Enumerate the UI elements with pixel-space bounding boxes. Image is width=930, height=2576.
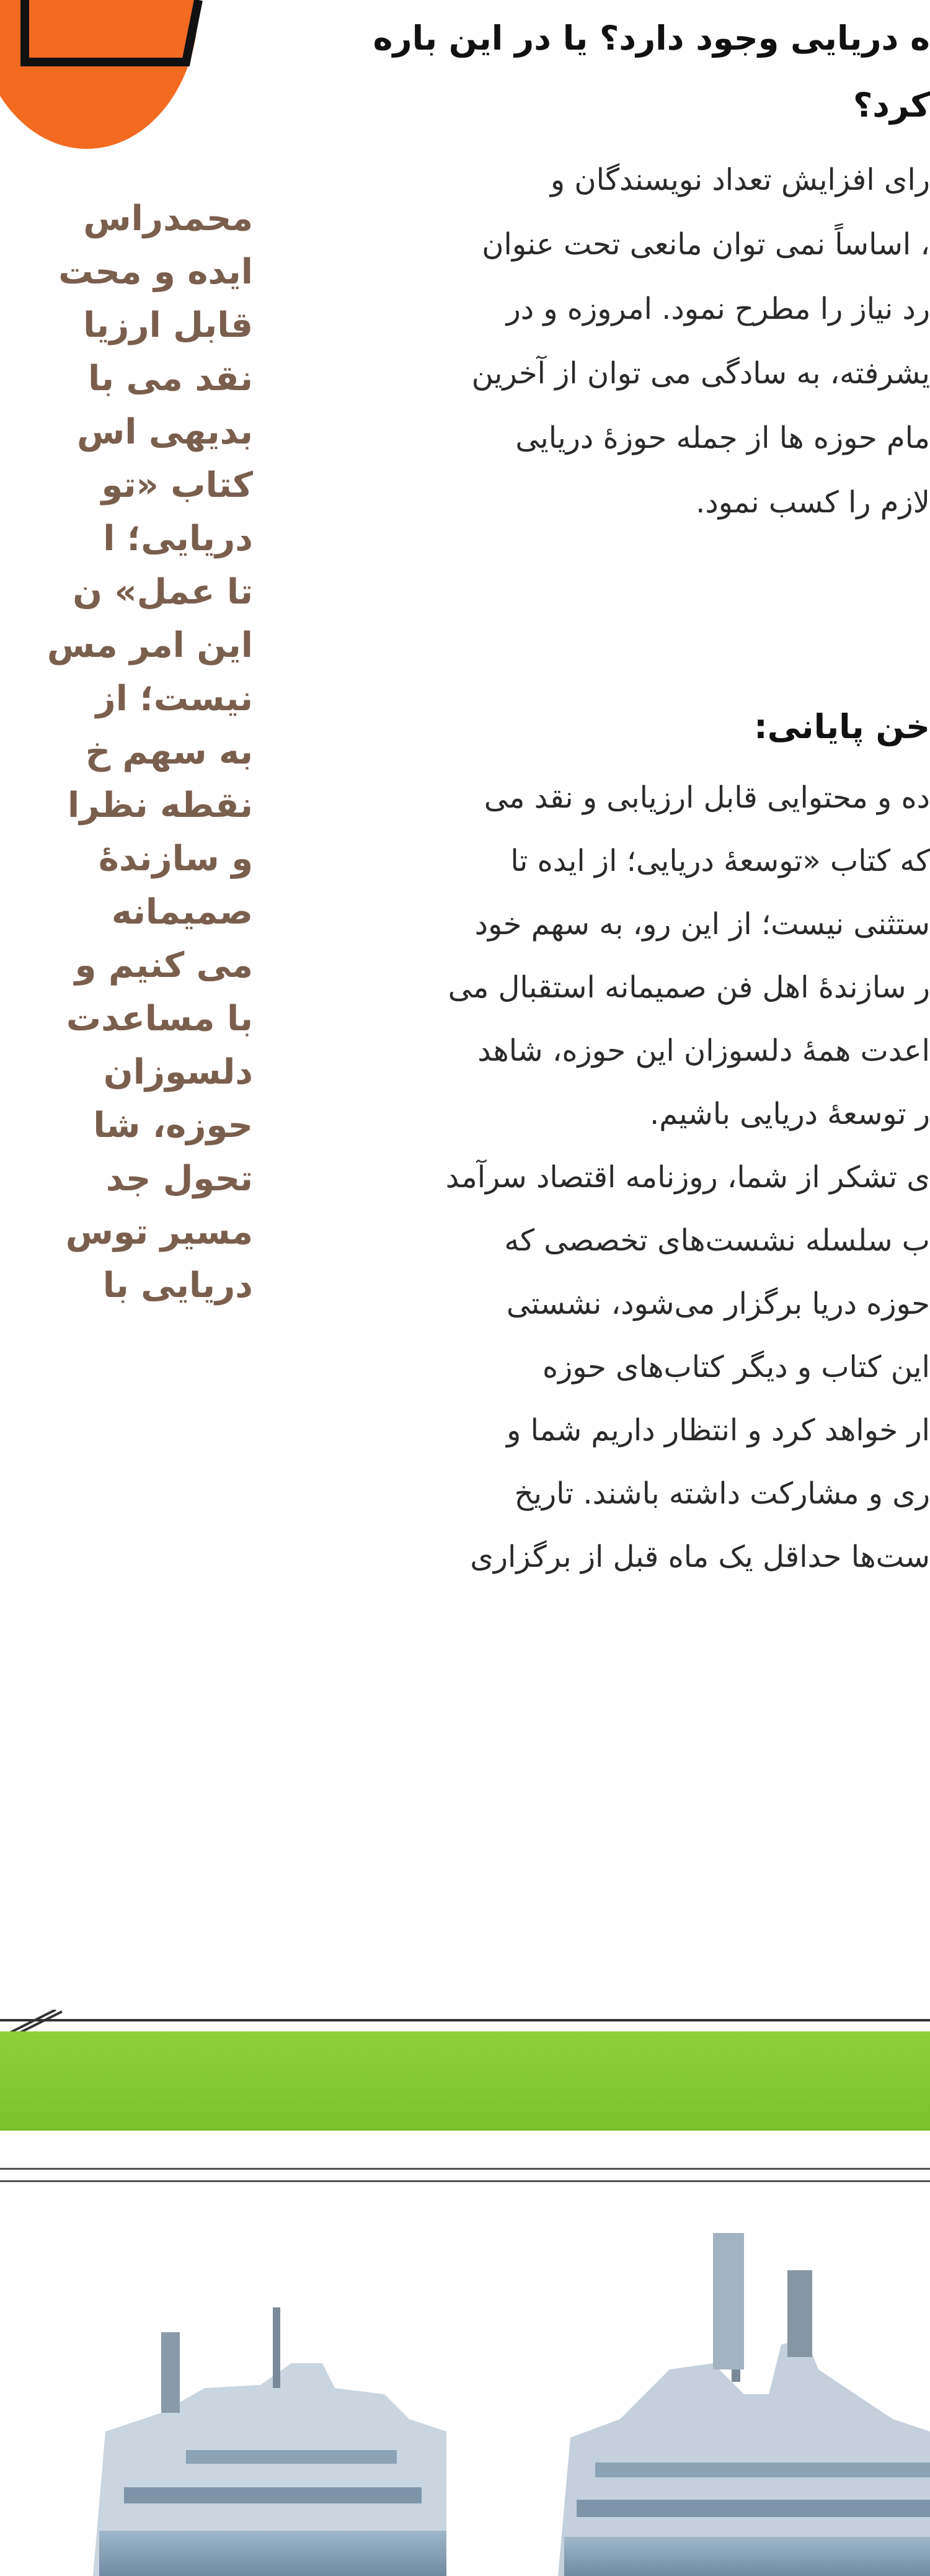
pull-quote-line: کتاب «تو <box>101 465 253 506</box>
article-line: این کتاب و دیگر کتاب‌های حوزه <box>542 1350 930 1384</box>
pull-quote-line: با مساعدت <box>66 999 253 1039</box>
pull-quote-line: می کنیم و <box>74 945 253 986</box>
pull-quote-line: دلسوزان <box>103 1052 253 1092</box>
pull-quote-line: محمدراس <box>83 198 253 239</box>
article-line: حوزه دریا برگزار می‌شود، نشستی <box>506 1286 930 1321</box>
ship-photo <box>0 2208 930 2576</box>
pull-quote-line: نقطه نظرا <box>68 785 253 826</box>
pull-quote-line: بدیهی اس <box>77 412 253 452</box>
pull-quote-line: نیست؛ از <box>95 679 253 719</box>
pull-quote-line: تا عمل» ن <box>73 572 253 612</box>
pull-quote-line: قابل ارزیا <box>83 305 253 345</box>
ship-illustration <box>0 2208 930 2576</box>
top-rule <box>0 2019 930 2021</box>
rule-1 <box>0 2168 930 2170</box>
article-line: که کتاب «توسعهٔ دریایی؛ از ایده تا <box>510 844 930 878</box>
pull-quote-line: دریایی با <box>102 1265 253 1306</box>
pull-quote-line: به سهم خ <box>85 732 253 772</box>
article-line: ر سازندهٔ اهل فن صمیمانه استقبال می <box>448 970 930 1005</box>
section-heading: ه دریایی وجود دارد؟ یا در این باره <box>373 19 930 58</box>
badge-bracket-icon <box>0 0 205 74</box>
article-line: اعدت همهٔ دلسوزان این حوزه، شاهد <box>477 1033 930 1068</box>
article-line: ار خواهد کرد و انتظار داریم شما و <box>507 1413 930 1448</box>
article-line: رای افزایش تعداد نویسندگان و <box>550 163 930 197</box>
pull-quote-line: دریایی؛ ا <box>103 519 253 559</box>
article-column <box>285 0 930 1985</box>
section-heading: کرد؟ <box>852 86 930 125</box>
pull-quote-line: مسیر توس <box>65 1212 253 1252</box>
article-line: ستثنی نیست؛ از این رو، به سهم خود <box>474 907 930 942</box>
pull-quote-line: نقد می با <box>87 359 253 399</box>
pull-quote-line: و سازندهٔ <box>98 839 253 879</box>
article-line: مام حوزه ها از جمله حوزهٔ دریایی <box>515 421 930 455</box>
pull-quote-line: این امر مس <box>46 625 253 666</box>
article-line: رد نیاز را مطرح نمود. امروزه و در <box>506 292 930 326</box>
pull-quote-line: صمیمانه <box>111 892 253 932</box>
article-line: ده و محتوایی قابل ارزیابی و نقد می <box>484 780 930 815</box>
rule-2 <box>0 2180 930 2182</box>
article-line: ی تشکر از شما، روزنامه اقتصاد سرآمد <box>445 1160 930 1195</box>
pull-quote-line: حوزه، شا <box>93 1105 253 1146</box>
pull-quote-line: ایده و محت <box>58 252 253 292</box>
article-line: ری و مشارکت داشته باشند. تاریخ <box>514 1476 930 1511</box>
green-band <box>0 2031 930 2131</box>
section-heading: خن پایانی: <box>754 707 930 746</box>
article-line: ، اساساً نمی توان مانعی تحت عنوان <box>482 227 930 262</box>
pull-quote-column <box>0 198 253 1873</box>
pull-quote-line: تحول جد <box>105 1159 253 1199</box>
article-line: ست‌ها حداقل یک ماه قبل از برگزاری <box>470 1540 930 1574</box>
article-line: لازم را کسب نمود. <box>696 485 930 520</box>
article-line: ر توسعهٔ دریایی باشیم. <box>649 1097 930 1131</box>
article-line: ب سلسله نشست‌های تخصصی که <box>504 1223 930 1258</box>
article-line: یشرفته، به سادگی می توان از آخرین <box>471 356 930 391</box>
